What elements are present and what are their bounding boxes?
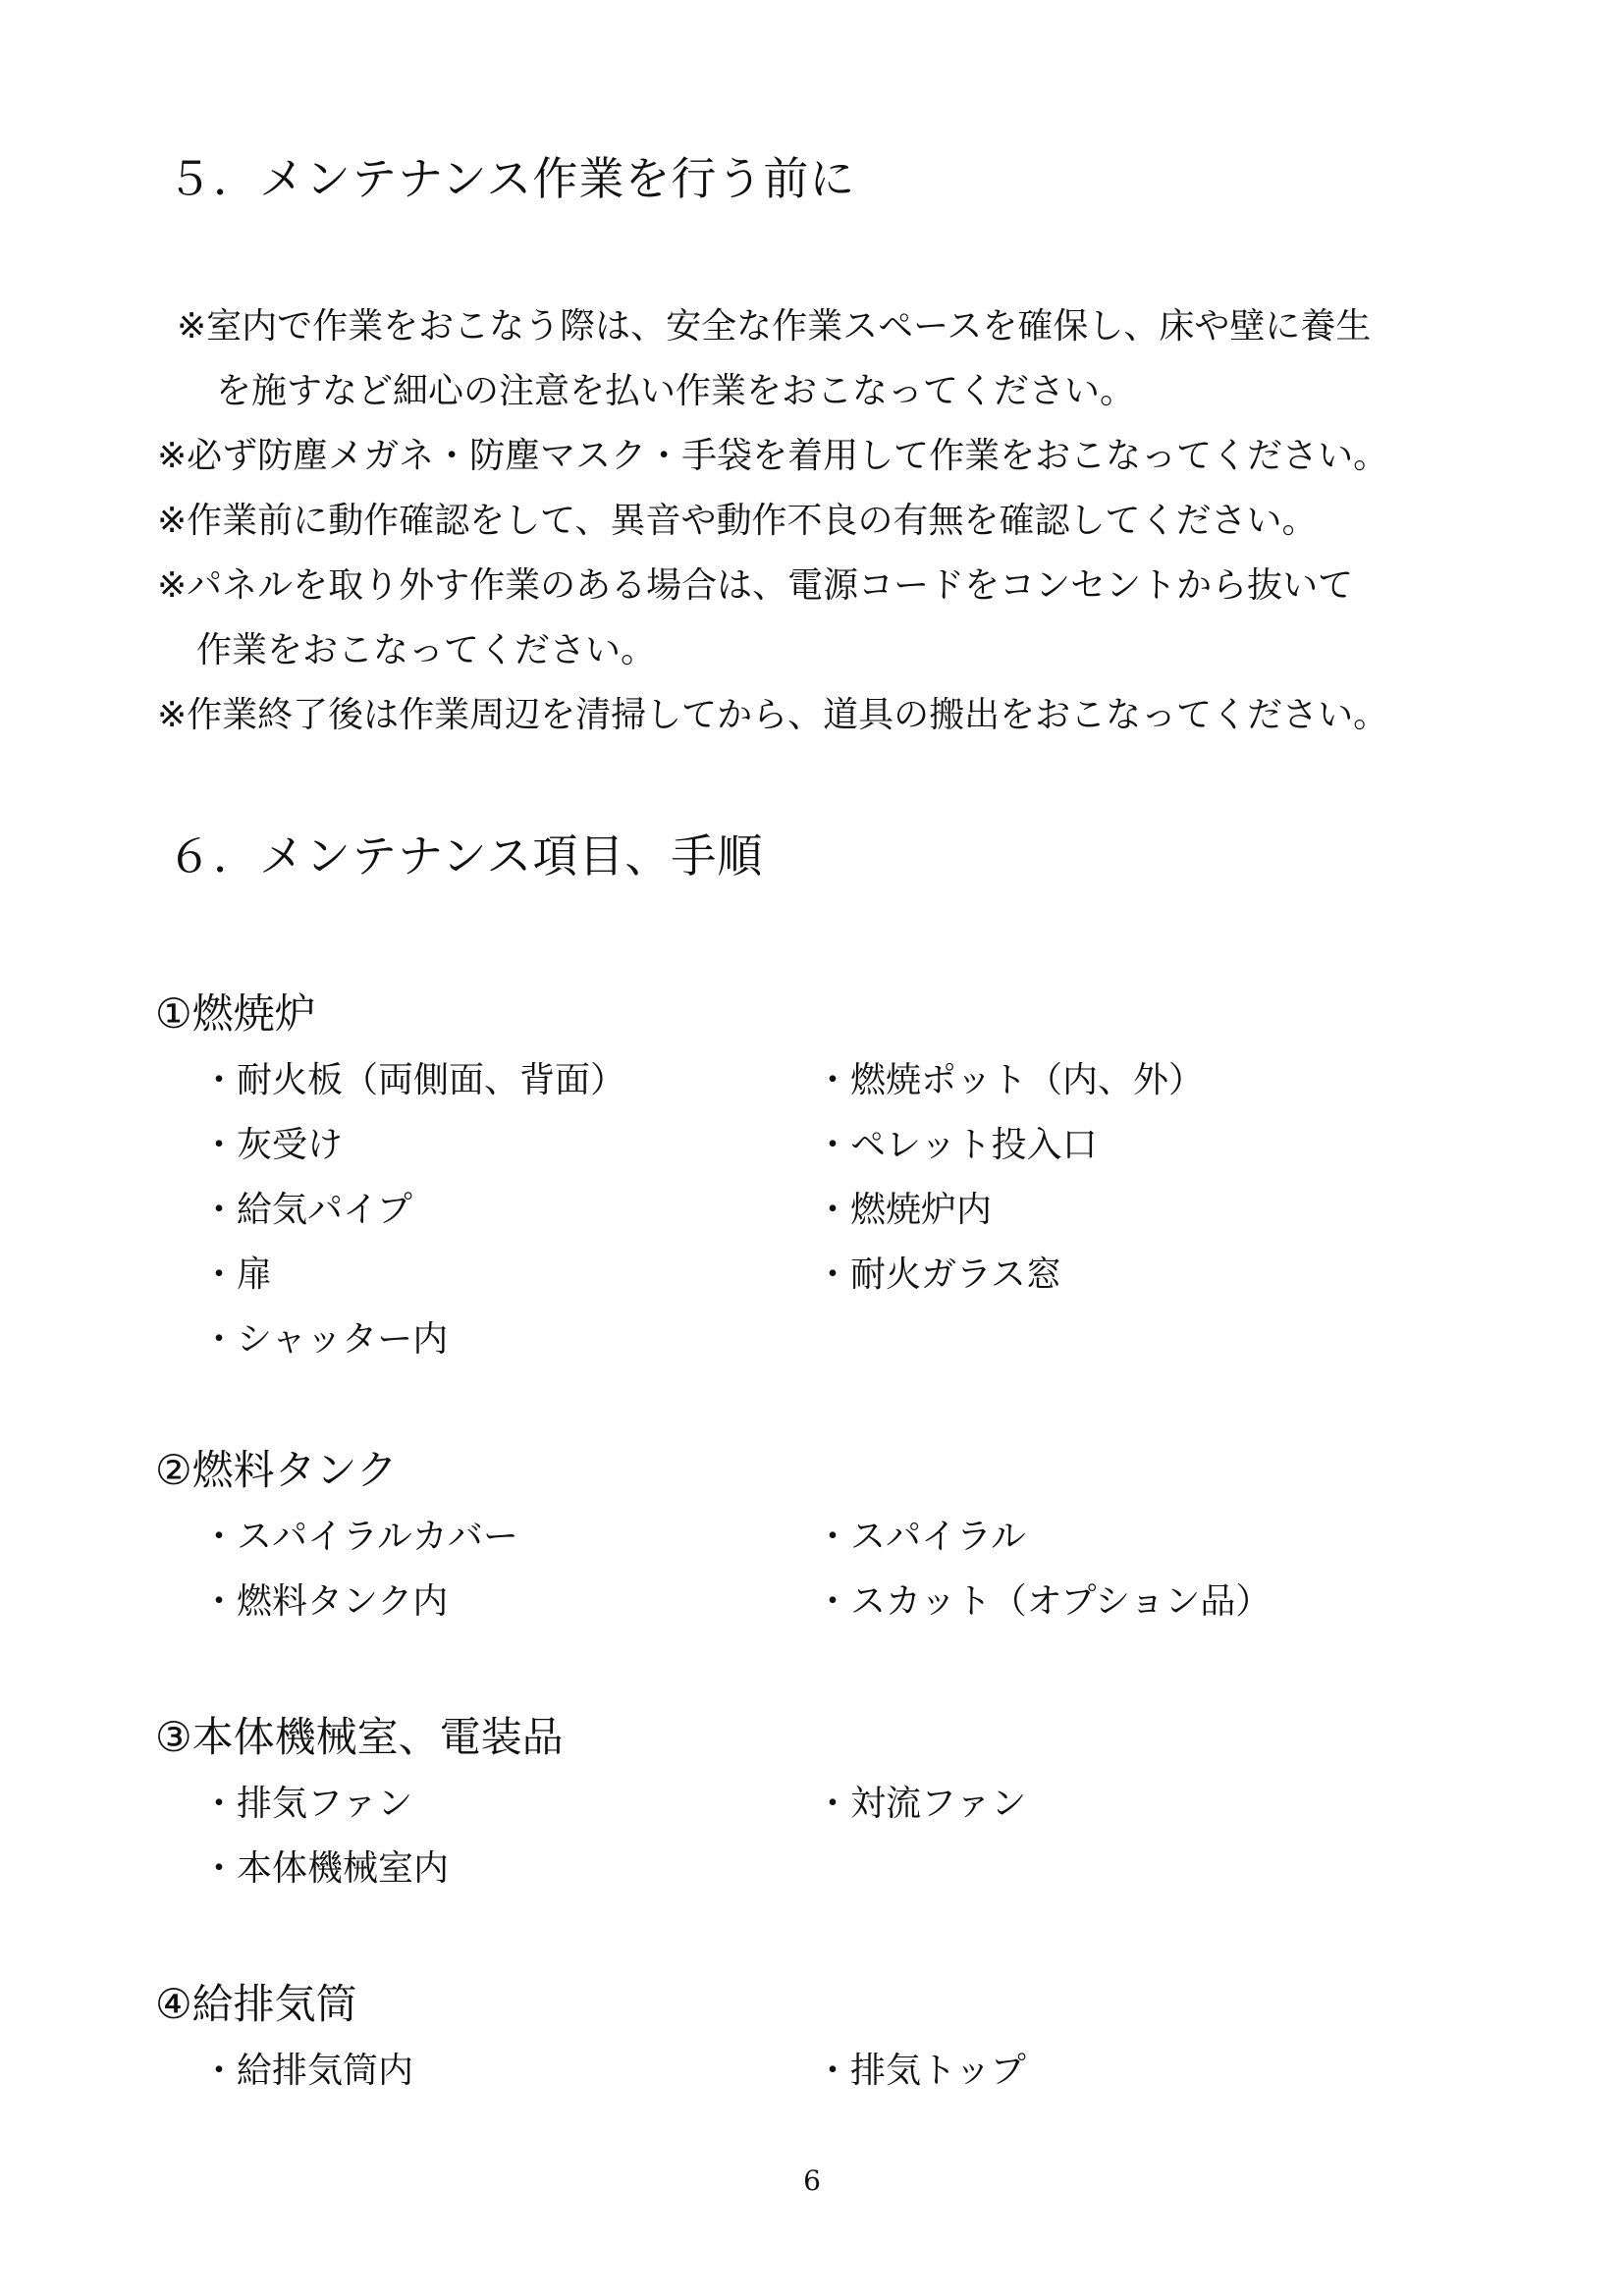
note-item: ※パネルを取り外す作業のある場合は、電源コードをコンセントから抜いて 作業をおこなってください。	[157, 565, 1354, 670]
page-number: 6	[803, 2164, 821, 2197]
list-item: ・給排気筒内	[201, 2051, 414, 2091]
item-list-flue-pipe	[201, 2039, 1478, 2104]
list-item: ・対流ファン	[815, 1784, 1027, 1824]
list-item: ・本体機械室内	[201, 1848, 450, 1889]
group-title-machine-room: ③本体機械室、電装品	[155, 1713, 564, 1761]
list-item: ・耐火ガラス窓	[815, 1255, 1061, 1295]
list-item: ・スパイラル	[815, 1517, 1026, 1557]
note-item: ※室内で作業をおこなう際は、安全な作業スペースを確保し、床や壁に養生 を施すなど細心の注意を払い作業をおこなってください。	[177, 306, 1372, 411]
list-item: ・排気ファン	[201, 1784, 413, 1824]
item-list-machine-room	[201, 1772, 1478, 1901]
list-item: ・耐火板（両側面、背面）	[201, 1060, 626, 1100]
group-title-fuel-tank: ②燃料タンク	[155, 1446, 398, 1494]
list-item: ・ペレット投入口	[815, 1125, 1098, 1165]
list-item: ・シャッター内	[201, 1319, 449, 1360]
list-item: ・灰受け	[201, 1125, 344, 1165]
list-item: ・燃焼炉内	[815, 1190, 993, 1230]
list-item: ・給気パイプ	[201, 1190, 412, 1230]
item-list-combustion-furnace	[201, 1048, 1478, 1372]
group-title-combustion-furnace: ①燃焼炉	[155, 989, 316, 1038]
list-item: ・スカット（オプション品）	[815, 1581, 1272, 1622]
note-item: ※必ず防塵メガネ・防塵マスク・手袋を着用して作業をおこなってください。	[157, 436, 1389, 476]
note-item: ※作業前に動作確認をして、異音や動作不良の有無を確認してください。	[157, 501, 1318, 541]
note-item: ※作業終了後は作業周辺を清掃してから、道具の搬出をおこなってください。	[157, 695, 1389, 735]
list-item: ・扉	[201, 1255, 273, 1295]
list-item: ・スパイラルカバー	[201, 1517, 518, 1557]
precaution-notes	[157, 294, 1532, 748]
section-5-heading: ５．メンテナンス作業を行う前に	[167, 152, 856, 205]
item-list-fuel-tank	[201, 1505, 1478, 1634]
list-item: ・排気トップ	[815, 2051, 1026, 2091]
section-6-heading: ６．メンテナンス項目、手順	[167, 829, 764, 882]
list-item: ・燃焼ポット（内、外）	[815, 1060, 1205, 1100]
list-item: ・燃料タンク内	[201, 1581, 449, 1622]
group-title-flue-pipe: ④給排気筒	[155, 1980, 357, 2028]
